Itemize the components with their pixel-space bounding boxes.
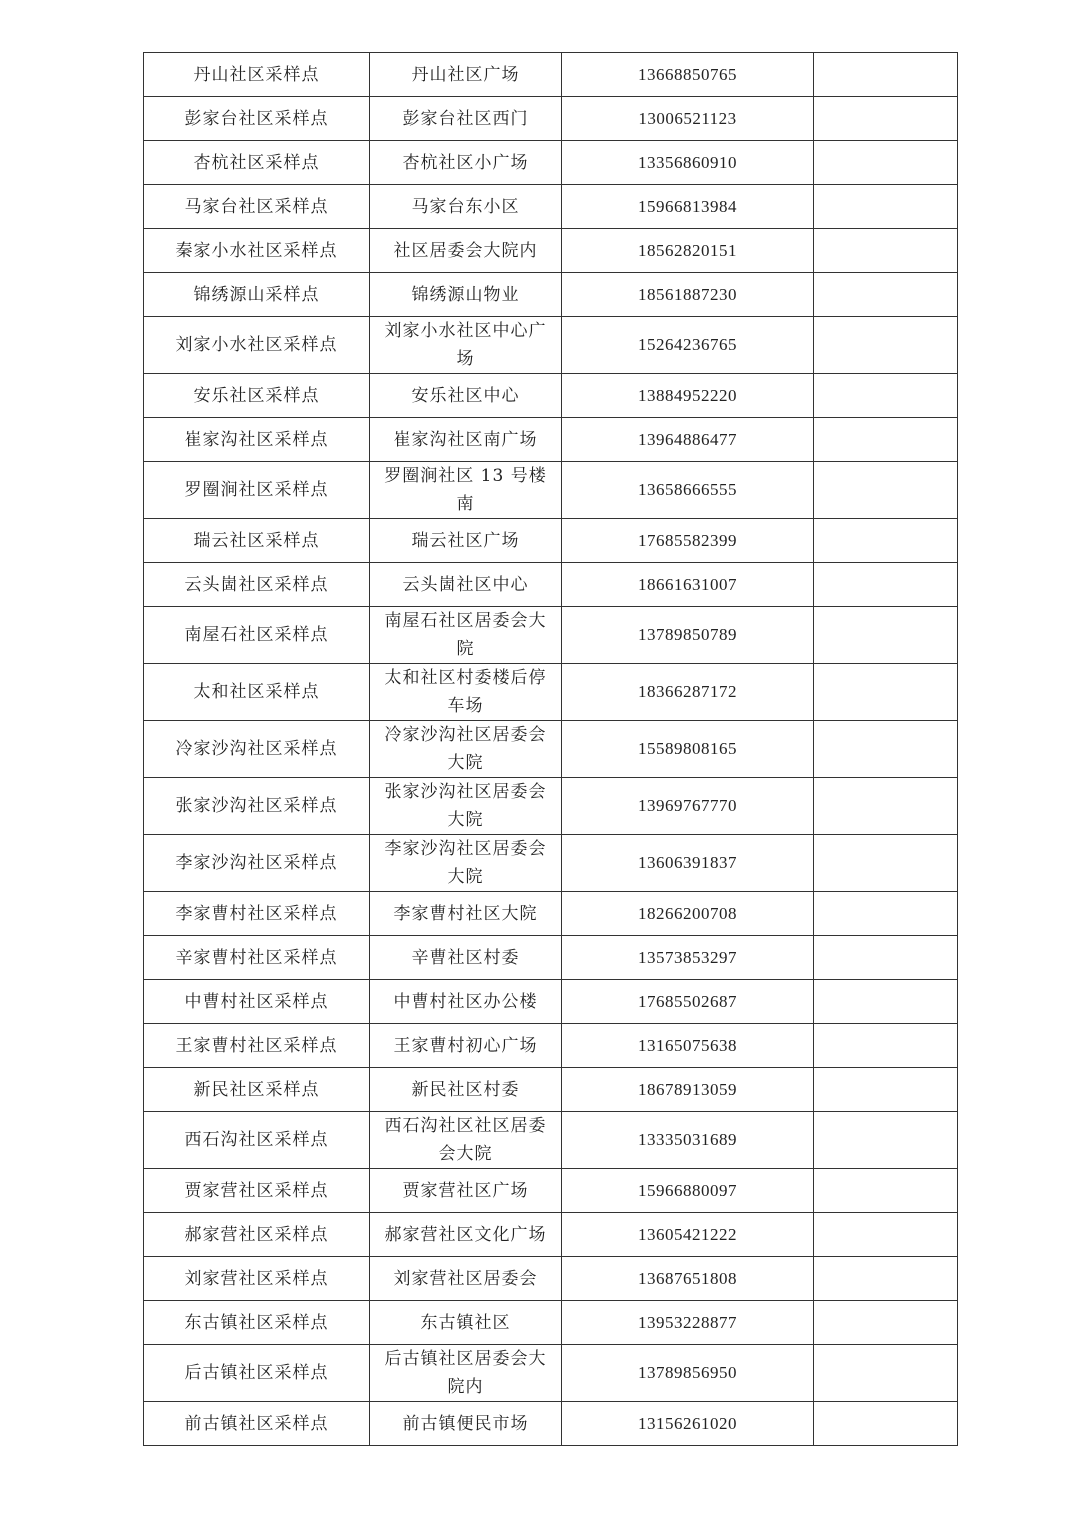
note-cell (814, 1301, 958, 1345)
location-cell: 丹山社区广场 (370, 53, 562, 97)
site-name-cell: 云头崮社区采样点 (144, 563, 370, 607)
table-row (144, 1169, 958, 1213)
table-row (144, 53, 958, 97)
note-cell (814, 1345, 958, 1402)
phone-cell: 13668850765 (562, 53, 814, 97)
site-name-cell: 贾家营社区采样点 (144, 1169, 370, 1213)
table-row (144, 185, 958, 229)
location-cell: 罗圈涧社区 13 号楼南 (370, 462, 562, 519)
location-cell: 后古镇社区居委会大院内 (370, 1345, 562, 1402)
site-name-cell: 王家曹村社区采样点 (144, 1024, 370, 1068)
phone-cell: 13964886477 (562, 418, 814, 462)
phone-cell: 18366287172 (562, 664, 814, 721)
phone-cell: 13156261020 (562, 1402, 814, 1446)
table-row (144, 1213, 958, 1257)
table-row (144, 563, 958, 607)
phone-cell: 17685582399 (562, 519, 814, 563)
phone-cell: 13006521123 (562, 97, 814, 141)
location-cell: 李家曹村社区大院 (370, 892, 562, 936)
phone-cell: 13606391837 (562, 835, 814, 892)
note-cell (814, 1402, 958, 1446)
table-row (144, 1345, 958, 1402)
site-name-cell: 刘家营社区采样点 (144, 1257, 370, 1301)
note-cell (814, 519, 958, 563)
table-row (144, 1301, 958, 1345)
site-name-cell: 张家沙沟社区采样点 (144, 778, 370, 835)
phone-cell: 13884952220 (562, 374, 814, 418)
site-name-cell: 南屋石社区采样点 (144, 607, 370, 664)
location-cell: 前古镇便民市场 (370, 1402, 562, 1446)
location-cell: 马家台东小区 (370, 185, 562, 229)
phone-cell: 15966813984 (562, 185, 814, 229)
site-name-cell: 中曹村社区采样点 (144, 980, 370, 1024)
location-cell: 社区居委会大院内 (370, 229, 562, 273)
location-cell: 王家曹村初心广场 (370, 1024, 562, 1068)
table-row (144, 374, 958, 418)
note-cell (814, 936, 958, 980)
note-cell (814, 1257, 958, 1301)
note-cell (814, 418, 958, 462)
note-cell (814, 607, 958, 664)
table-row (144, 980, 958, 1024)
note-cell (814, 97, 958, 141)
phone-cell: 17685502687 (562, 980, 814, 1024)
note-cell (814, 778, 958, 835)
phone-cell: 13356860910 (562, 141, 814, 185)
location-cell: 东古镇社区 (370, 1301, 562, 1345)
note-cell (814, 1112, 958, 1169)
note-cell (814, 374, 958, 418)
phone-cell: 13789856950 (562, 1345, 814, 1402)
phone-cell: 18661631007 (562, 563, 814, 607)
phone-cell: 18678913059 (562, 1068, 814, 1112)
note-cell (814, 229, 958, 273)
table-row (144, 462, 958, 519)
table-row (144, 1257, 958, 1301)
phone-cell: 13658666555 (562, 462, 814, 519)
site-name-cell: 彭家台社区采样点 (144, 97, 370, 141)
site-name-cell: 刘家小水社区采样点 (144, 317, 370, 374)
site-name-cell: 杏杭社区采样点 (144, 141, 370, 185)
table-body (144, 53, 958, 1446)
note-cell (814, 892, 958, 936)
site-name-cell: 崔家沟社区采样点 (144, 418, 370, 462)
phone-cell: 13605421222 (562, 1213, 814, 1257)
table-row (144, 607, 958, 664)
site-name-cell: 后古镇社区采样点 (144, 1345, 370, 1402)
note-cell (814, 664, 958, 721)
table-row (144, 418, 958, 462)
location-cell: 冷家沙沟社区居委会大院 (370, 721, 562, 778)
note-cell (814, 53, 958, 97)
site-name-cell: 前古镇社区采样点 (144, 1402, 370, 1446)
table-row (144, 97, 958, 141)
note-cell (814, 185, 958, 229)
location-cell: 贾家营社区广场 (370, 1169, 562, 1213)
note-cell (814, 1169, 958, 1213)
phone-cell: 13335031689 (562, 1112, 814, 1169)
note-cell (814, 835, 958, 892)
location-cell: 西石沟社区社区居委会大院 (370, 1112, 562, 1169)
phone-cell: 13789850789 (562, 607, 814, 664)
phone-cell: 13953228877 (562, 1301, 814, 1345)
table-row (144, 229, 958, 273)
location-cell: 刘家小水社区中心广场 (370, 317, 562, 374)
site-name-cell: 东古镇社区采样点 (144, 1301, 370, 1345)
table-row (144, 1068, 958, 1112)
location-cell: 刘家营社区居委会 (370, 1257, 562, 1301)
site-name-cell: 冷家沙沟社区采样点 (144, 721, 370, 778)
note-cell (814, 1024, 958, 1068)
table-row (144, 778, 958, 835)
site-name-cell: 西石沟社区采样点 (144, 1112, 370, 1169)
location-cell: 新民社区村委 (370, 1068, 562, 1112)
table-row (144, 1112, 958, 1169)
location-cell: 崔家沟社区南广场 (370, 418, 562, 462)
site-name-cell: 李家沙沟社区采样点 (144, 835, 370, 892)
phone-cell: 13573853297 (562, 936, 814, 980)
note-cell (814, 721, 958, 778)
phone-cell: 18562820151 (562, 229, 814, 273)
note-cell (814, 273, 958, 317)
table-row (144, 519, 958, 563)
note-cell (814, 563, 958, 607)
table-row (144, 1402, 958, 1446)
note-cell (814, 462, 958, 519)
phone-cell: 13687651808 (562, 1257, 814, 1301)
location-cell: 彭家台社区西门 (370, 97, 562, 141)
site-name-cell: 太和社区采样点 (144, 664, 370, 721)
phone-cell: 13165075638 (562, 1024, 814, 1068)
note-cell (814, 1068, 958, 1112)
location-cell: 杏杭社区小广场 (370, 141, 562, 185)
table-row (144, 664, 958, 721)
phone-cell: 15589808165 (562, 721, 814, 778)
location-cell: 郝家营社区文化广场 (370, 1213, 562, 1257)
phone-cell: 15966880097 (562, 1169, 814, 1213)
note-cell (814, 1213, 958, 1257)
table-row (144, 835, 958, 892)
site-name-cell: 罗圈涧社区采样点 (144, 462, 370, 519)
table-row (144, 892, 958, 936)
table-row (144, 141, 958, 185)
site-name-cell: 马家台社区采样点 (144, 185, 370, 229)
table-row (144, 721, 958, 778)
table-row (144, 936, 958, 980)
location-cell: 中曹村社区办公楼 (370, 980, 562, 1024)
phone-cell: 18561887230 (562, 273, 814, 317)
phone-cell: 15264236765 (562, 317, 814, 374)
location-cell: 云头崮社区中心 (370, 563, 562, 607)
site-name-cell: 丹山社区采样点 (144, 53, 370, 97)
location-cell: 锦绣源山物业 (370, 273, 562, 317)
site-name-cell: 秦家小水社区采样点 (144, 229, 370, 273)
note-cell (814, 317, 958, 374)
location-cell: 张家沙沟社区居委会大院 (370, 778, 562, 835)
site-name-cell: 安乐社区采样点 (144, 374, 370, 418)
phone-cell: 13969767770 (562, 778, 814, 835)
table-row (144, 273, 958, 317)
sampling-sites-table (143, 52, 958, 1446)
site-name-cell: 新民社区采样点 (144, 1068, 370, 1112)
site-name-cell: 郝家营社区采样点 (144, 1213, 370, 1257)
location-cell: 南屋石社区居委会大院 (370, 607, 562, 664)
site-name-cell: 辛家曹村社区采样点 (144, 936, 370, 980)
site-name-cell: 瑞云社区采样点 (144, 519, 370, 563)
location-cell: 辛曹社区村委 (370, 936, 562, 980)
note-cell (814, 141, 958, 185)
location-cell: 安乐社区中心 (370, 374, 562, 418)
phone-cell: 18266200708 (562, 892, 814, 936)
site-name-cell: 李家曹村社区采样点 (144, 892, 370, 936)
location-cell: 李家沙沟社区居委会大院 (370, 835, 562, 892)
site-name-cell: 锦绣源山采样点 (144, 273, 370, 317)
location-cell: 太和社区村委楼后停车场 (370, 664, 562, 721)
note-cell (814, 980, 958, 1024)
table-row (144, 1024, 958, 1068)
table-row (144, 317, 958, 374)
location-cell: 瑞云社区广场 (370, 519, 562, 563)
